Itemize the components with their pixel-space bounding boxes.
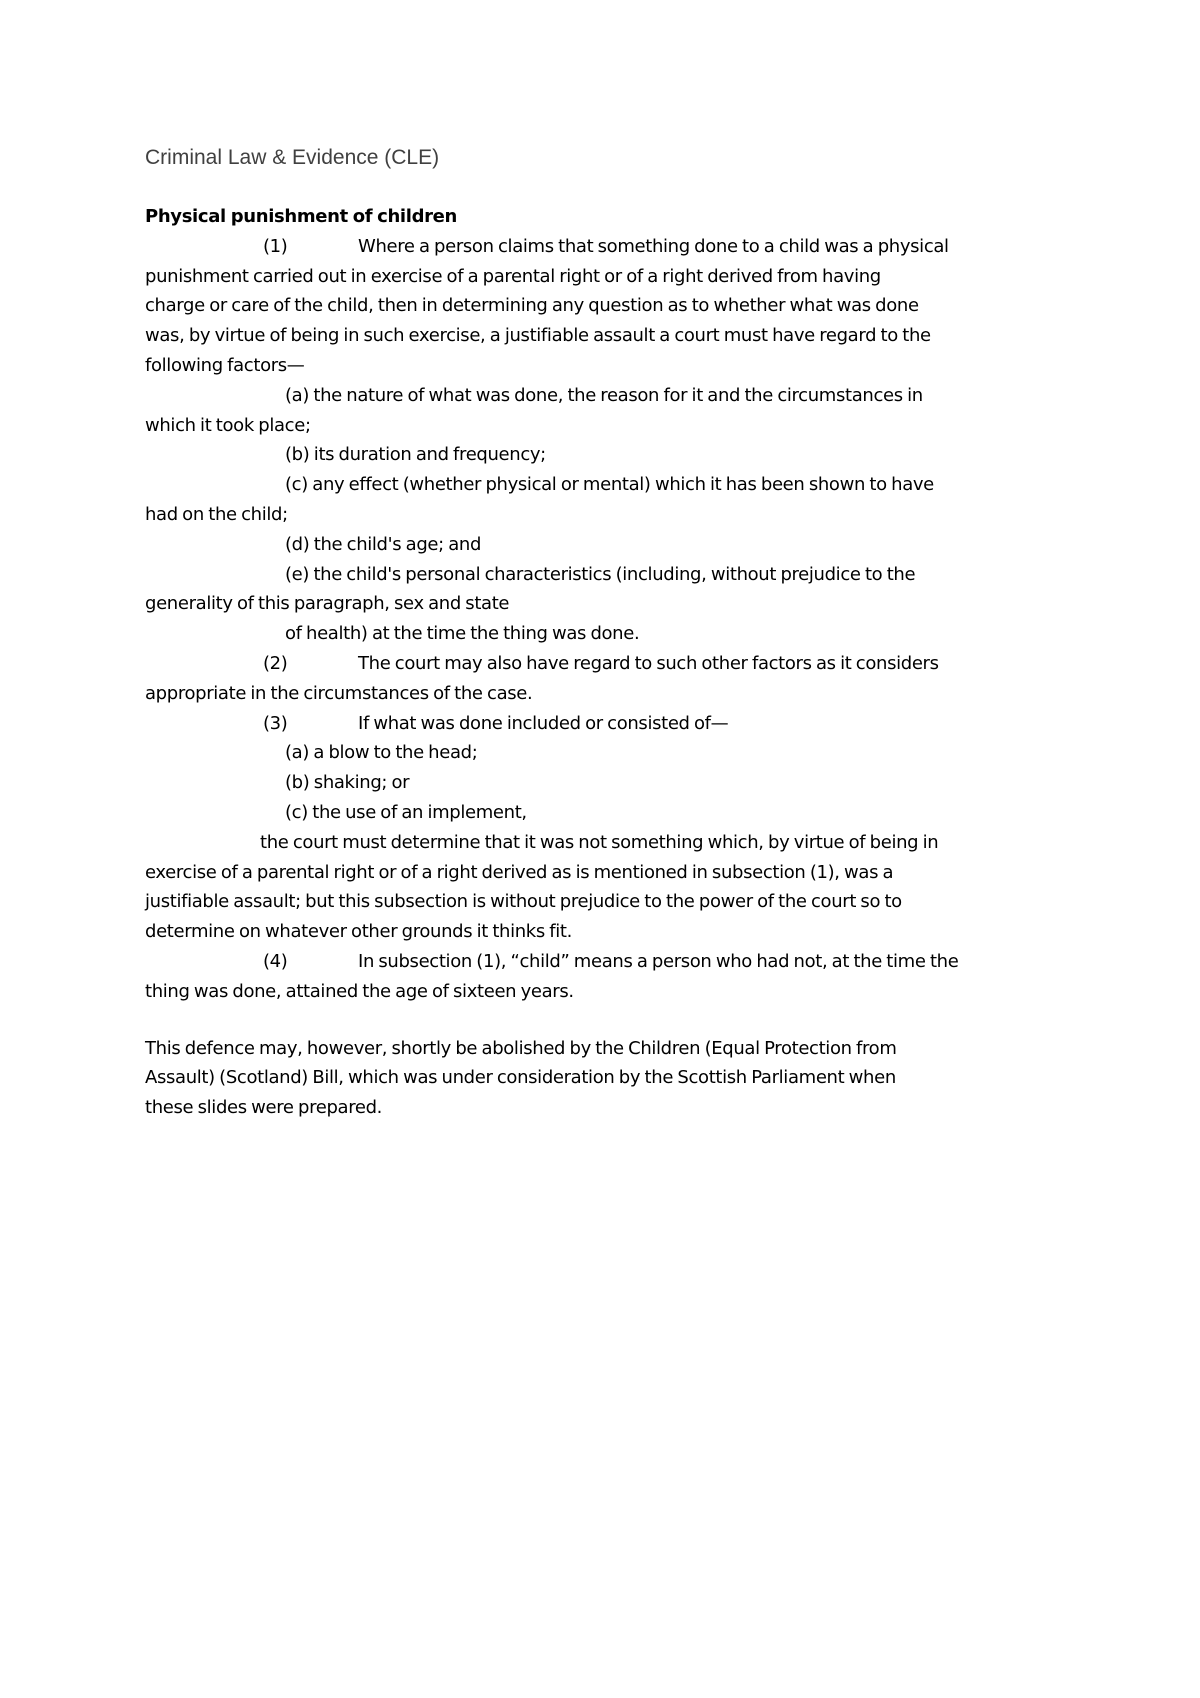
paragraph-line: punishment carried out in exercise of a parental right or of a right derived from having — [145, 265, 881, 287]
subsection-2-line — [145, 649, 1065, 679]
subsection-text: If what was done included or consisted of— — [358, 712, 729, 734]
note-line: these slides were prepared. — [145, 1097, 383, 1119]
note-line: This defence may, however, shortly be abolished by the Children (Equal Protection from — [145, 1037, 897, 1059]
factor-e-line: (e) the child's personal characteristics (including, without prejudice to the — [285, 563, 916, 585]
paragraph-line: determine on whatever other grounds it thinks fit. — [145, 921, 572, 943]
document-header: Criminal Law & Evidence (CLE) — [145, 146, 440, 169]
subsection-number: (1) — [263, 235, 288, 257]
subsection-3-line — [145, 709, 1065, 739]
paragraph-line: justifiable assault; but this subsection is without prejudice to the power of the court so to — [145, 891, 902, 913]
paragraph-line: was, by virtue of being in such exercise, a justifiable assault a court must have regard to the — [145, 325, 931, 347]
subsection-text: In subsection (1), “child” means a person who had not, at the time the — [358, 950, 959, 972]
paragraph-line: following factors— — [145, 354, 305, 376]
factor-c-line: (c) any effect (whether physical or mental) which it has been shown to have — [285, 474, 934, 496]
subsection-1-line — [145, 232, 1065, 262]
note-line: Assault) (Scotland) Bill, which was under consideration by the Scottish Parliament when — [145, 1067, 896, 1089]
subsection-number: (3) — [263, 712, 288, 734]
paragraph-line: generality of this paragraph, sex and state — [145, 593, 510, 615]
paragraph-line: the court must determine that it was not something which, by virtue of being in — [260, 831, 939, 853]
paragraph-line: exercise of a parental right or of a right derived as is mentioned in subsection (1), was a — [145, 861, 894, 883]
factor-d-line: (d) the child's age; and — [285, 533, 482, 555]
paragraph-line: which it took place; — [145, 414, 311, 436]
paragraph-line: had on the child; — [145, 503, 288, 525]
subsection-text: Where a person claims that something done to a child was a physical — [358, 235, 949, 257]
subsection-number: (2) — [263, 652, 288, 674]
subsection-text: The court may also have regard to such other factors as it considers — [358, 652, 939, 674]
paragraph-line: charge or care of the child, then in determining any question as to whether what was done — [145, 295, 919, 317]
item-b-line: (b) shaking; or — [285, 772, 410, 794]
paragraph-line: thing was done, attained the age of sixteen years. — [145, 980, 574, 1002]
item-c-line: (c) the use of an implement, — [285, 801, 527, 823]
subsection-4-line — [145, 947, 1065, 977]
document-body — [145, 202, 1065, 1123]
paragraph-line: appropriate in the circumstances of the case. — [145, 682, 533, 704]
subsection-number: (4) — [263, 950, 288, 972]
factor-b-line: (b) its duration and frequency; — [285, 444, 546, 466]
item-a-line: (a) a blow to the head; — [285, 742, 478, 764]
paragraph-line: of health) at the time the thing was done. — [285, 623, 640, 645]
paragraph-spacer — [145, 1007, 1065, 1034]
section-heading: Physical punishment of children — [145, 206, 457, 227]
factor-a-line: (a) the nature of what was done, the reason for it and the circumstances in — [285, 384, 923, 406]
